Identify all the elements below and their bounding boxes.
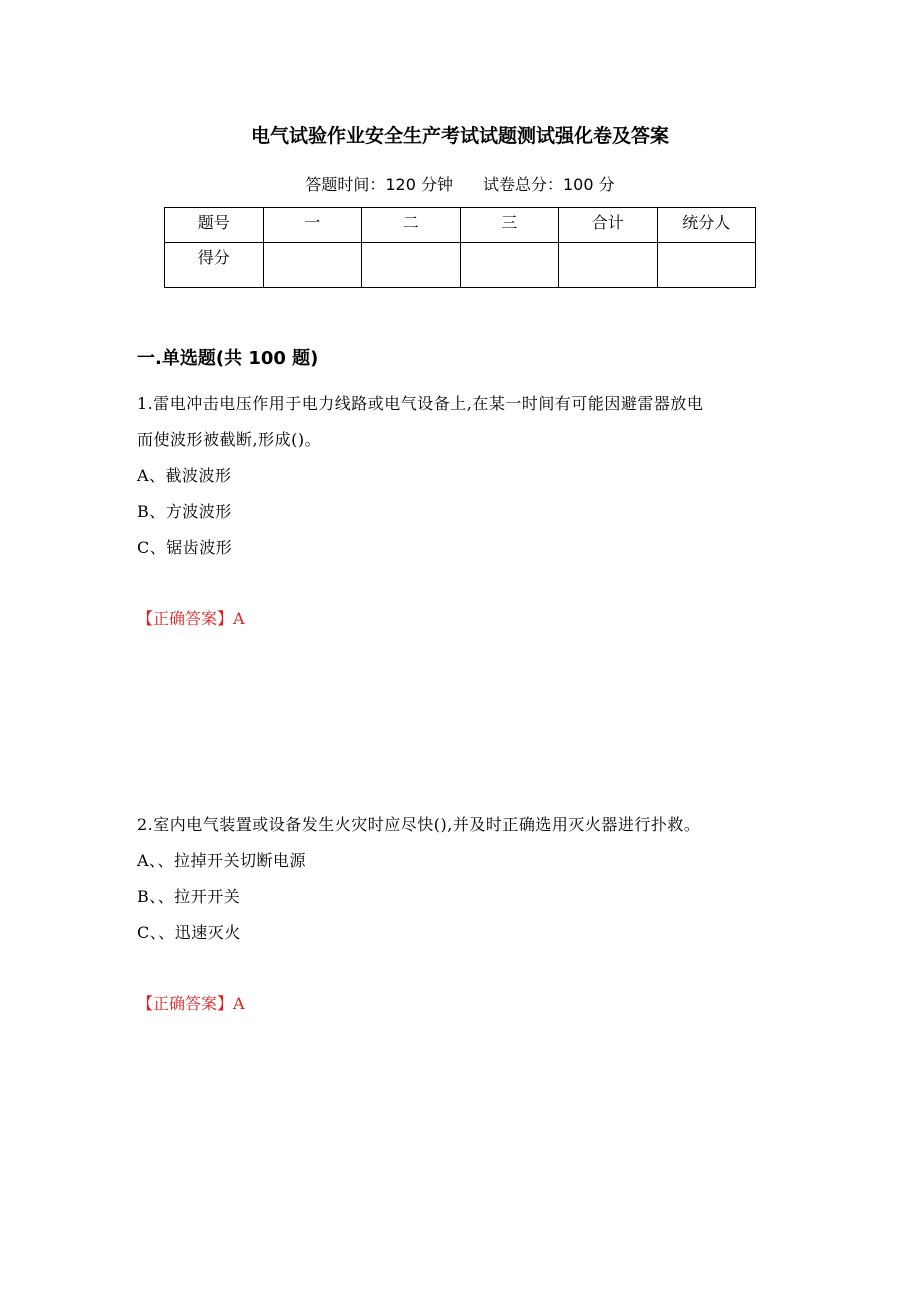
score-table-header: 统分人: [657, 208, 756, 243]
question-2-option-a: A、、拉掉开关切断电源: [137, 851, 307, 870]
score-cell: [657, 243, 756, 288]
question-1-answer: 【正确答案】A: [137, 609, 245, 628]
score-table-header: 题号: [165, 208, 264, 243]
score-table-header: 合计: [559, 208, 658, 243]
exam-time: 答题时间：120 分钟: [305, 175, 453, 194]
question-1-stem-line-2: 而使波形被截断,形成()。: [137, 430, 322, 449]
score-table-header: 三: [460, 208, 559, 243]
question-1-stem-line-1: 1.雷电冲击电压作用于电力线路或电气设备上,在某一时间有可能因避雷器放电: [137, 394, 704, 413]
exam-total-score: 试卷总分：100 分: [483, 175, 615, 194]
question-1-option-c: C、锯齿波形: [137, 538, 233, 557]
score-table: [164, 207, 756, 288]
score-cell: [559, 243, 658, 288]
score-row-label: 得分: [165, 243, 264, 288]
question-2-stem-line-1: 2.室内电气装置或设备发生火灾时应尽快(),并及时正确选用灭火器进行扑救。: [137, 815, 701, 834]
document-title: 电气试验作业安全生产考试试题测试强化卷及答案: [250, 125, 669, 147]
exam-meta: [0, 172, 920, 198]
question-1-option-a: A、截波波形: [137, 466, 232, 485]
score-table-score-row: [165, 243, 756, 288]
section-title: 一.单选题(共 100 题): [137, 348, 319, 369]
score-cell: [460, 243, 559, 288]
score-table-header: 二: [362, 208, 461, 243]
question-2-option-b: B、、拉开开关: [137, 887, 241, 906]
question-1-option-b: B、方波波形: [137, 502, 232, 521]
score-table-header: 一: [263, 208, 362, 243]
score-table-header-row: [165, 208, 756, 243]
score-cell: [263, 243, 362, 288]
question-2-answer: 【正确答案】A: [137, 994, 245, 1013]
question-2-option-c: C、、迅速灭火: [137, 923, 241, 942]
score-cell: [362, 243, 461, 288]
